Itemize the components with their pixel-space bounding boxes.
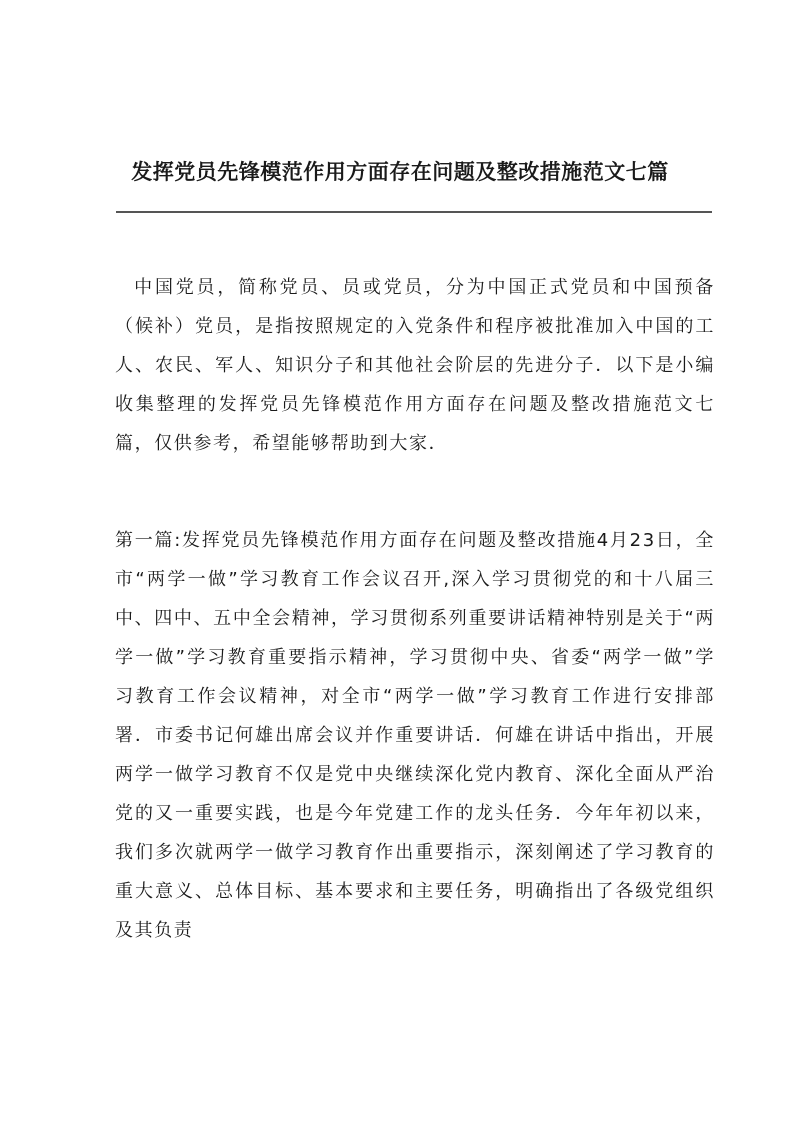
- title-divider: [116, 211, 712, 213]
- section-one-paragraph: 第一篇:发挥党员先锋模范作用方面存在问题及整改措施4月23日，全市“两学一做”学习教育工作会议召开,深入学习贯彻党的和十八届三中、四中、五中全会精神，学习贯彻系列重要讲话精神特别是关于“两学一做”学习教育重要指示精神，学习贯彻中央、省委“两学一做”学习教育工作会议精神，对全市“两学一做”学习教育工作进行安排部署．市委书记何雄出席会议并作重要讲话．何雄在讲话中指出，开展两学一做学习教育不仅是党中央继续深化党内教育、深化全面从严治党的又一重要实践，也是今年党建工作的龙头任务．今年年初以来，我们多次就两学一做学习教育作出重要指示，深刻阐述了学习教育的重大意义、总体目标、基本要求和主要任务，明确指出了各级党组织及其负责: [115, 530, 715, 941]
- intro-text: 中国党员，简称党员、员或党员，分为中国正式党员和中国预备（候补）党员，是指按照规定的入党条件和程序被批准加入中国的工人、农民、军人、知识分子和其他社会阶层的先进分子．以下是小编收集整理的发挥党员先锋模范作用方面存在问题及整改措施范文七篇，仅供参考，希望能够帮助到大家．: [115, 277, 715, 454]
- document-title: 发挥党员先锋模范作用方面存在问题及整改措施范文七篇: [131, 159, 669, 184]
- intro-paragraph: [115, 268, 715, 463]
